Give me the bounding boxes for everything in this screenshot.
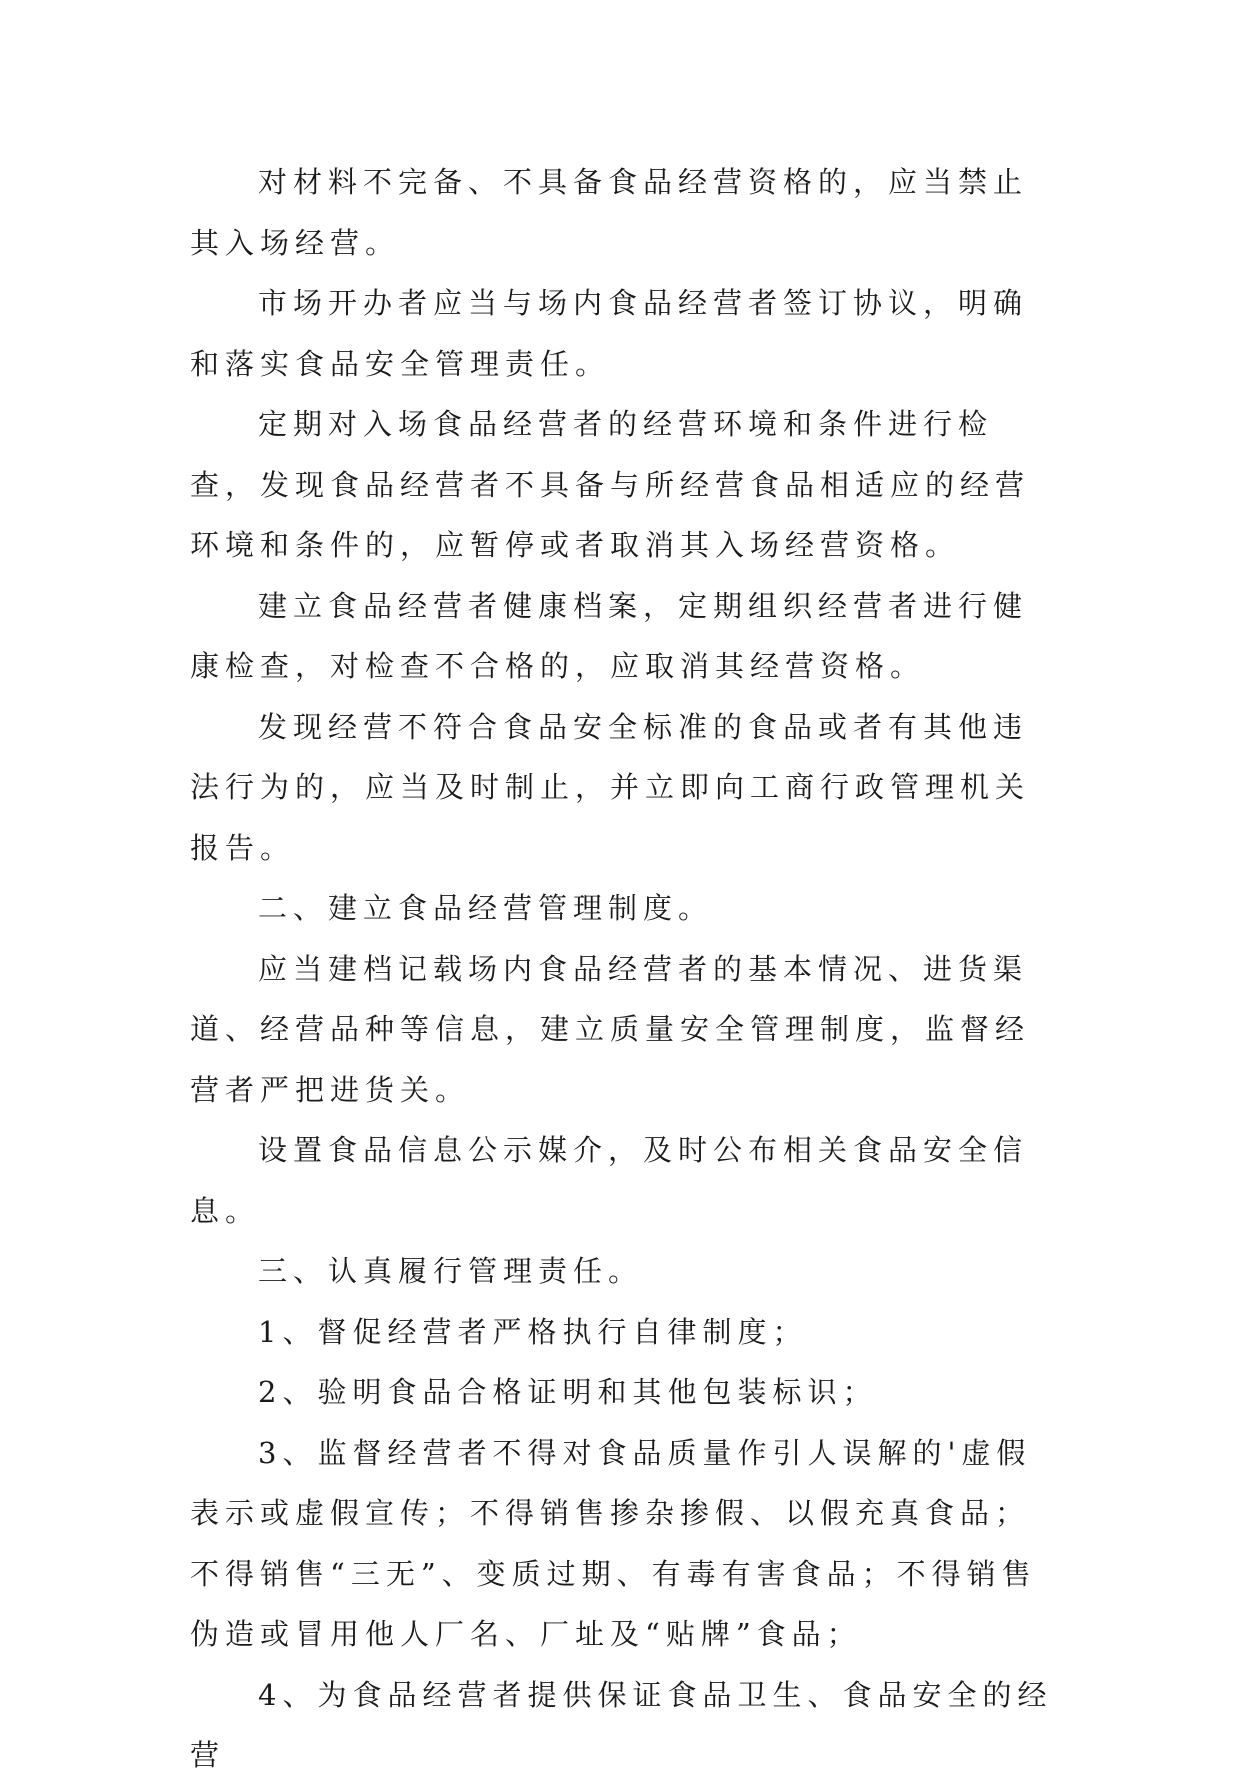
list-item-1: 1、督促经营者严格执行自律制度； <box>258 1314 808 1349</box>
paragraph-3: 定期对入场食品经营者的经营环境和条件进行检查，发现食品经营者不具备与所经营食品相适应的经营环境和条件的，应暂停或者取消其入场经营资格。 <box>190 407 1031 562</box>
paragraph-4: 建立食品经营者健康档案，定期组织经营者进行健康检查，对检查不合格的，应取消其经营资格。 <box>190 588 1029 683</box>
paragraph-1: 对材料不完备、不具备食品经营资格的，应当禁止其入场经营。 <box>190 165 1029 260</box>
paragraph-6: 应当建档记载场内食品经营者的基本情况、进货渠道、经营品种等信息，建立质量安全管理制度，监督经营者严把进货关。 <box>190 951 1031 1107</box>
paragraph-5: 发现经营不符合食品安全标准的食品或者有其他违法行为的，应当及时制止，并立即向工商行政管理机关报告。 <box>190 709 1031 865</box>
section-heading-3: 三、认真履行管理责任。 <box>258 1254 644 1288</box>
list-item-3: 3、监督经营者不得对食品质量作引人误解的'虚假表示或虚假宣传；不得销售掺杂掺假、以假充真食品；不得销售“三无”、变质过期、有毒有害食品；不得销售伪造或冒用他人厂名、厂址及“贴牌”食品； <box>190 1435 1037 1651</box>
paragraph-7: 设置食品信息公示媒介，及时公布相关食品安全信息。 <box>190 1133 1029 1228</box>
list-item-2: 2、验明食品合格证明和其他包装标识； <box>258 1375 878 1409</box>
section-heading-2: 二、建立食品经营管理制度。 <box>258 891 714 925</box>
document-body <box>190 152 1060 1786</box>
list-item-4: 4、为食品经营者提供保证食品卫生、食品安全的经营 <box>190 1677 1053 1772</box>
paragraph-2: 市场开办者应当与场内食品经营者签订协议，明确和落实食品安全管理责任。 <box>190 286 1029 381</box>
